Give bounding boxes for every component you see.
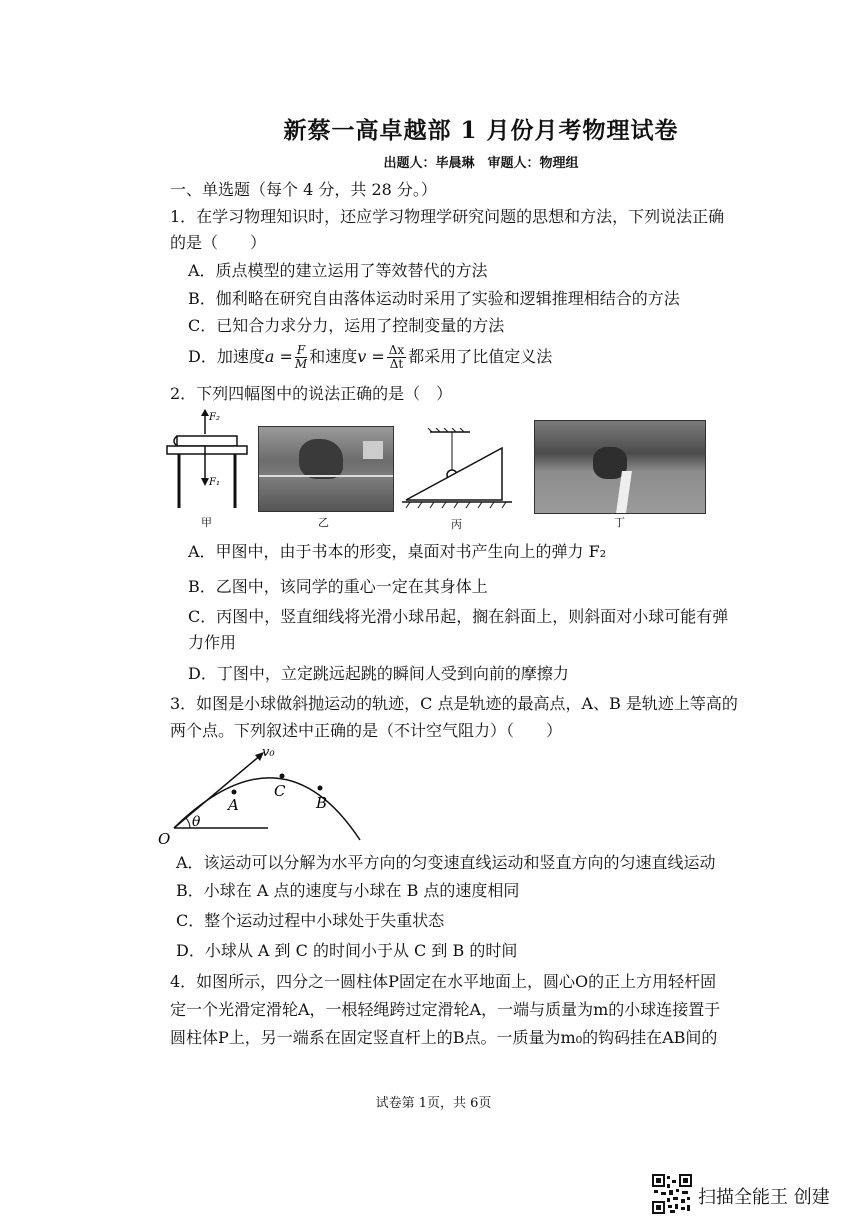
- background-sign: [363, 441, 383, 459]
- frac-numerator: Δx: [388, 343, 405, 357]
- q3-stem-line1: 3．如图是小球做斜抛运动的轨迹，C 点是轨迹的最高点，A、B 是轨迹上等高的: [170, 694, 738, 713]
- q1-d-frac-fm: [295, 344, 307, 371]
- q4-line3: 圆柱体P上，另一端系在固定竖直杆上的B点。一质量为m₀的钩码挂在AB间的: [170, 1028, 718, 1047]
- figure-label-jia: 甲: [201, 516, 212, 529]
- label-theta: θ: [192, 814, 201, 830]
- figure-label-yi: 乙: [318, 516, 329, 529]
- label-o: O: [158, 830, 171, 848]
- scanner-watermark-text: 扫描全能王 创建: [698, 1187, 830, 1208]
- q3-option-c: C．整个运动过程中小球处于失重状态: [176, 911, 445, 930]
- figure-label-ding: 丁: [614, 516, 625, 529]
- figure-label-bing: 丙: [451, 518, 462, 531]
- q4-line2: 定一个光滑定滑轮A，一根轻绳跨过定滑轮A，一端与质量为m的小球连接置于: [170, 1000, 721, 1019]
- exam-authors: 出题人：毕晨琳 审题人：物理组: [383, 156, 579, 171]
- bar-line: [259, 475, 393, 477]
- q1-option-a: A．质点模型的建立运用了等效替代的方法: [188, 261, 488, 280]
- label-b: B: [316, 794, 328, 812]
- q1-stem-line1: 1．在学习物理知识时，还应学习物理学研究问题的思想和方法，下列说法正确: [170, 207, 725, 226]
- label-c: C: [274, 782, 286, 800]
- q3-option-b: B．小球在 A 点的速度与小球在 B 点的速度相同: [176, 881, 520, 900]
- q2-option-d: D．丁图中，立定跳远起跳的瞬间人受到向前的摩擦力: [188, 664, 569, 683]
- v0-vector: [174, 754, 262, 828]
- q1-option-c: C．已知合力求分力，运用了控制变量的方法: [188, 316, 505, 335]
- q1-d-mid: 和速度: [309, 347, 358, 366]
- q2-option-b: B．乙图中，该同学的重心一定在其身体上: [188, 577, 488, 596]
- q3-option-a: A．该运动可以分解为水平方向的匀变速直线运动和竖直方向的匀速直线运动: [176, 853, 716, 872]
- point-b: [318, 786, 323, 791]
- v0-label: v₀: [262, 745, 275, 760]
- qr-code-icon: [652, 1174, 692, 1214]
- trajectory: [174, 778, 360, 840]
- q2-stem: 2．下列四幅图中的说法正确的是（ ）: [170, 384, 453, 403]
- q4-line1: 4．如图所示，四分之一圆柱体P固定在水平地面上，圆心O的正上方用轻杆固: [170, 972, 717, 991]
- frac-numerator: F: [296, 343, 306, 357]
- figure-ding-photo: [534, 420, 706, 514]
- figure-bing-incline: [400, 428, 515, 512]
- incline: [406, 448, 502, 500]
- page-title: 新蔡一高卓越部 1 月份月考物理试卷: [283, 117, 679, 144]
- frac-denominator: M: [294, 357, 308, 371]
- q3-stem-line2: 两个点。下列叙述中正确的是（不计空气阻力）（ ）: [170, 721, 563, 740]
- q1-option-d: [188, 344, 552, 371]
- figure-yi-photo: [258, 426, 394, 512]
- q2-option-c-line2: 力作用: [188, 633, 237, 652]
- jumper-silhouette: [299, 439, 343, 479]
- q1-d-a-symbol: a =: [264, 347, 293, 366]
- f2-label: F₂: [209, 412, 220, 423]
- q2-option-c-line1: C．丙图中，竖直细线将光滑小球吊起，搁在斜面上，则斜面对小球可能有弹: [188, 607, 729, 626]
- label-a: A: [228, 796, 239, 814]
- q3-option-d: D．小球从 A 到 C 的时间小于从 C 到 B 的时间: [176, 941, 518, 960]
- q2-option-a: A．甲图中，由于书本的形变，桌面对书产生向上的弹力 F₂: [188, 542, 607, 561]
- q1-stem-line2: 的是（ ）: [170, 233, 267, 252]
- section-heading: 一、单选题（每个 4 分，共 28 分。）: [170, 180, 437, 199]
- point-a: [232, 790, 237, 795]
- q1-option-b: B．伽利略在研究自由落体运动时采用了实验和逻辑推理相结合的方法: [188, 289, 680, 308]
- page-footer: 试卷第 1页，共 6页: [375, 1096, 492, 1111]
- figure-jia-table: [165, 408, 250, 516]
- q1-d-v-symbol: v =: [357, 347, 385, 366]
- q1-d-prefix: D．加速度: [188, 347, 265, 366]
- q1-d-suffix: 都采用了比值定义法: [408, 347, 553, 366]
- frac-denominator: Δt: [389, 357, 404, 371]
- figure-projectile: [150, 740, 370, 848]
- f1-label: F₁: [209, 477, 220, 488]
- q1-d-frac-dxdt: [387, 344, 406, 371]
- point-c: [280, 774, 285, 779]
